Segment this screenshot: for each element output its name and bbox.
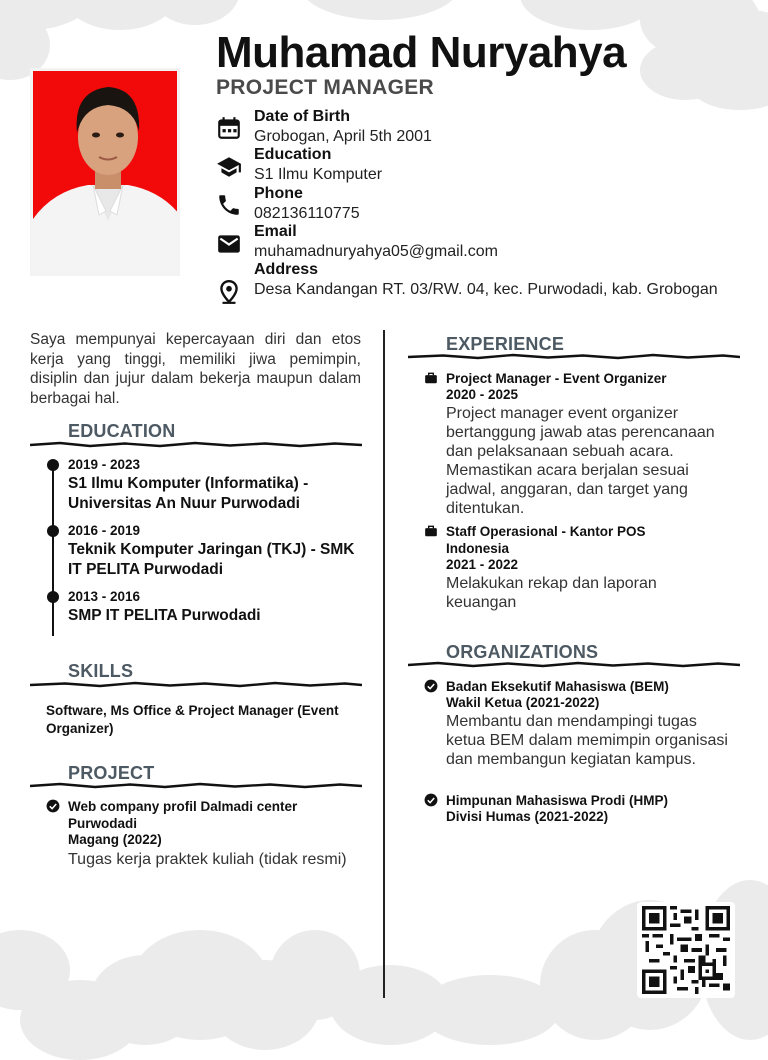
profile-summary: Saya mempunyai kepercayaan diri dan etos kerja yang tinggi, memiliki jiwa pemimpin, disiplin dan jujur dalam bekerja maupun dalam berbagai hal. bbox=[30, 331, 361, 407]
education-heading: EDUCATION bbox=[68, 421, 176, 441]
contact-label: Date of Birth bbox=[254, 108, 350, 125]
person-name: Muhamad Nuryahya bbox=[216, 28, 627, 77]
education-years: 2019 - 2023 bbox=[68, 457, 141, 472]
education-school: S1 Ilmu Komputer (Informatika) - Universitas An Nuur Purwodadi bbox=[68, 475, 309, 512]
project-heading: PROJECT bbox=[68, 763, 155, 783]
graduation-cap-icon bbox=[216, 154, 242, 180]
phone-icon bbox=[216, 192, 242, 218]
briefcase-icon bbox=[424, 371, 438, 385]
experience-period: 2020 - 2025 bbox=[446, 387, 519, 402]
project-subtitle: Magang (2022) bbox=[68, 832, 162, 847]
organization-title: Badan Eksekutif Mahasiswa (BEM) bbox=[446, 679, 669, 694]
contact-label: Phone bbox=[254, 185, 303, 202]
experience-heading: EXPERIENCE bbox=[446, 334, 565, 354]
education-school: Teknik Komputer Jaringan (TKJ) - SMK IT PELITA Purwodadi bbox=[68, 541, 355, 578]
skills-text: Software, Ms Office & Project Manager (Event Organizer) bbox=[46, 703, 339, 736]
check-circle-icon bbox=[424, 679, 438, 693]
calendar-icon bbox=[216, 115, 242, 141]
contact-label: Address bbox=[254, 261, 319, 278]
experience-period: 2021 - 2022 bbox=[446, 557, 519, 572]
experience-title: Staff Operasional - Kantor POS Indonesia bbox=[446, 524, 646, 556]
organization-description: Membantu dan mendampingi tugas ketua BEM dalam memimpin organisasi dan membangun kegiatan kampus. bbox=[446, 713, 728, 768]
job-title: PROJECT MANAGER bbox=[216, 76, 435, 99]
qr-code bbox=[637, 902, 735, 998]
location-pin-icon bbox=[216, 279, 242, 305]
contact-value: muhamadnuryahya05@gmail.com bbox=[254, 243, 498, 260]
check-circle-icon bbox=[424, 793, 438, 807]
check-circle-icon bbox=[46, 799, 60, 813]
contact-label: Email bbox=[254, 223, 297, 240]
organization-role: Wakil Ketua (2021-2022) bbox=[446, 695, 600, 710]
education-years: 2013 - 2016 bbox=[68, 589, 141, 604]
project-divider bbox=[30, 781, 362, 791]
profile-photo bbox=[30, 68, 180, 276]
experience-divider bbox=[408, 352, 740, 362]
contact-value: Desa Kandangan RT. 03/RW. 04, kec. Purwodadi, kab. Grobogan bbox=[254, 281, 718, 298]
experience-title: Project Manager - Event Organizer bbox=[446, 371, 667, 386]
education-timeline bbox=[52, 464, 54, 636]
briefcase-icon bbox=[424, 524, 438, 538]
contact-label: Education bbox=[254, 146, 332, 163]
education-school: SMP IT PELITA Purwodadi bbox=[68, 607, 261, 624]
contact-value: Grobogan, April 5th 2001 bbox=[254, 128, 432, 145]
timeline-dot bbox=[47, 525, 59, 537]
project-description: Tugas kerja praktek kuliah (tidak resmi) bbox=[68, 851, 347, 868]
education-years: 2016 - 2019 bbox=[68, 523, 141, 538]
organizations-heading: ORGANIZATIONS bbox=[446, 642, 599, 662]
contact-value: 082136110775 bbox=[254, 205, 360, 222]
skills-heading: SKILLS bbox=[68, 661, 134, 681]
organization-role: Divisi Humas (2021-2022) bbox=[446, 809, 609, 824]
contact-value: S1 Ilmu Komputer bbox=[254, 166, 383, 183]
project-title: Web company profil Dalmadi center Purwodadi bbox=[68, 799, 298, 831]
organizations-divider bbox=[408, 660, 740, 670]
column-divider bbox=[383, 330, 385, 998]
experience-description: Melakukan rekap dan laporan keuangan bbox=[446, 575, 657, 611]
organization-title: Himpunan Mahasiswa Prodi (HMP) bbox=[446, 793, 669, 808]
email-icon bbox=[216, 231, 242, 257]
timeline-dot bbox=[47, 591, 59, 603]
skills-divider bbox=[30, 680, 362, 690]
experience-description: Project manager event organizer bertanggung jawab atas perencanaan dan pelaksanaan sebuah acara. Memastikan acara berjalan sesuai jadwal, anggaran, dan target yang ditentukan. bbox=[446, 405, 715, 517]
education-divider bbox=[30, 440, 362, 450]
timeline-dot bbox=[47, 459, 59, 471]
